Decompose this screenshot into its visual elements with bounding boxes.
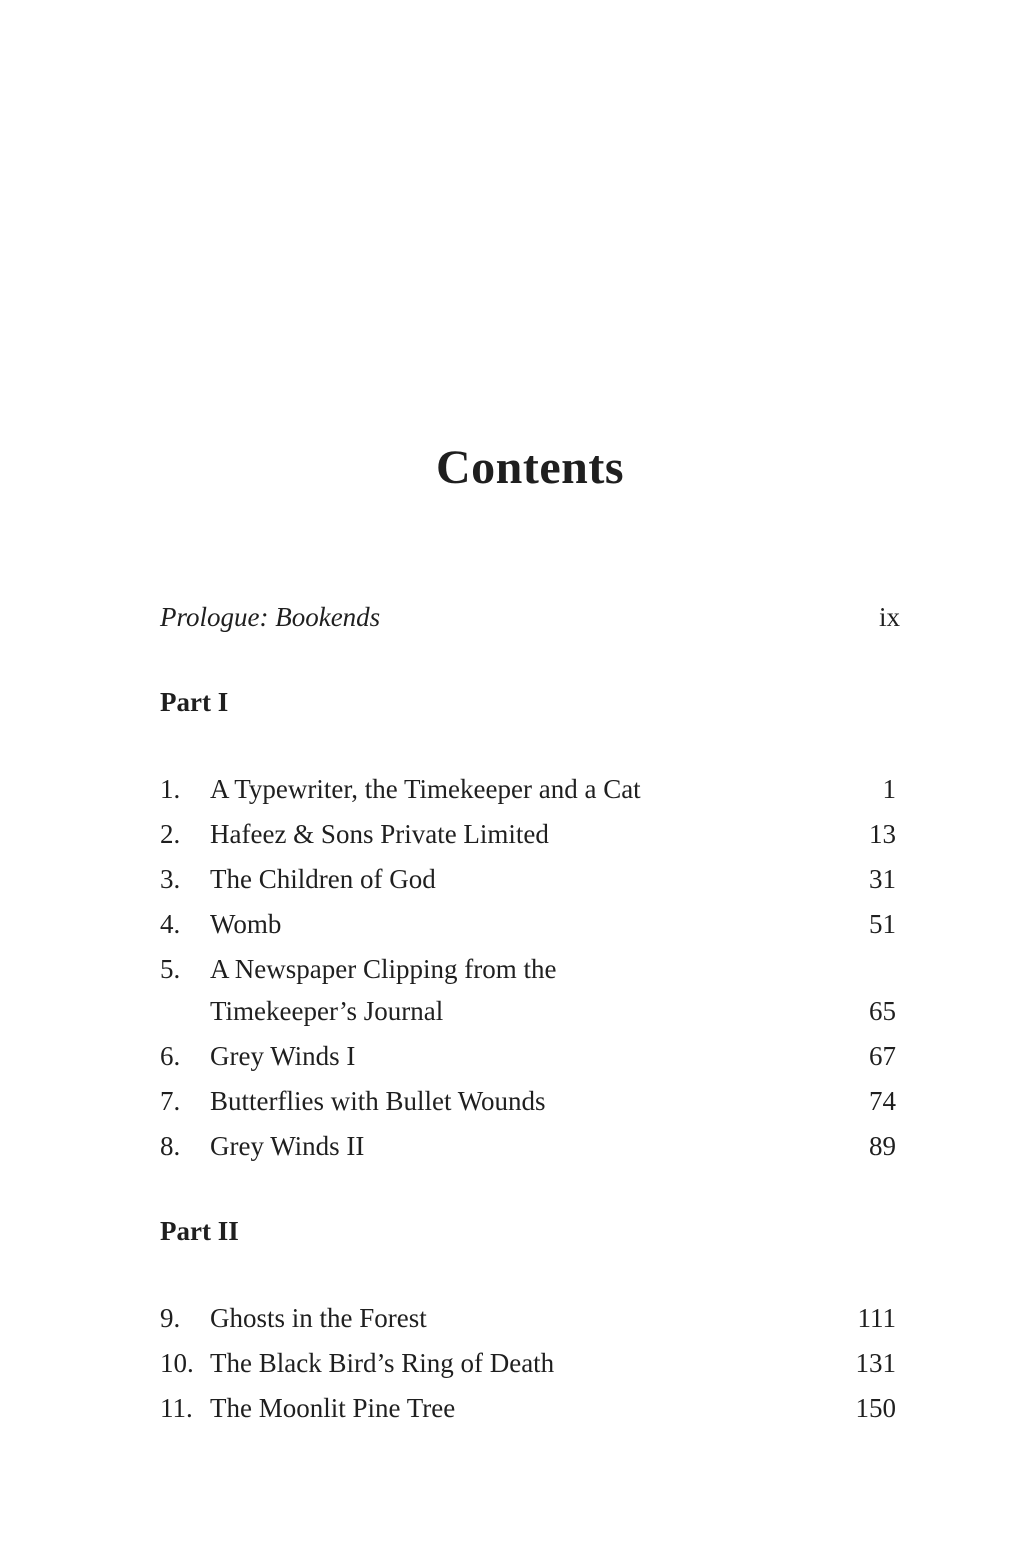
toc-entry-title: The Black Bird’s Ring of Death [210, 1348, 555, 1378]
toc-entry-title: Grey Winds I [210, 1041, 356, 1071]
toc-entry-page: 67 [869, 1041, 896, 1071]
toc-entry[interactable] [160, 1388, 896, 1428]
toc-entry-title: Hafeez & Sons Private Limited [210, 819, 549, 849]
page-title: Contents [435, 441, 624, 494]
toc-entry-number: 1. [160, 774, 181, 804]
toc-entry-title: The Moonlit Pine Tree [210, 1393, 456, 1423]
toc-entry-number: 11. [160, 1393, 193, 1423]
toc-entry-page: 74 [869, 1086, 896, 1116]
toc-entry-number: 2. [160, 819, 181, 849]
toc-entry-page: 150 [855, 1393, 896, 1423]
toc-entry[interactable] [160, 1298, 896, 1338]
toc-entry-number: 7. [160, 1086, 181, 1116]
toc-entry-title: A Newspaper Clipping from the [210, 954, 557, 984]
part-heading: Part II [160, 1216, 239, 1246]
toc-entry-page: 31 [869, 864, 896, 894]
toc-entry-page: 111 [857, 1303, 896, 1333]
toc-entry-page: 1 [882, 774, 896, 804]
toc-entry-page: ix [878, 602, 900, 632]
toc-entry-title: Womb [210, 909, 282, 939]
toc-entry-number: 6. [160, 1041, 181, 1071]
toc-entry-title: Butterflies with Bullet Wounds [210, 1086, 546, 1116]
toc-entry[interactable] [160, 904, 896, 944]
toc-entry[interactable] [160, 1036, 896, 1076]
toc-entry-title: A Typewriter, the Timekeeper and a Cat [210, 774, 641, 804]
toc-entry-title-continued: Timekeeper’s Journal [210, 996, 444, 1026]
toc-entry-page: 89 [869, 1131, 896, 1161]
toc-entry[interactable] [160, 1126, 896, 1166]
toc-entry-title: Ghosts in the Forest [210, 1303, 427, 1333]
toc-entry-title: Grey Winds II [210, 1131, 365, 1161]
toc-entry[interactable] [160, 859, 896, 899]
toc-entry[interactable] [160, 769, 896, 809]
toc-entry-title: Prologue: Bookends [160, 602, 381, 632]
toc-entry-page: 13 [869, 819, 896, 849]
toc-entry-page: 131 [855, 1348, 896, 1378]
part-heading: Part I [160, 687, 229, 717]
toc-entry[interactable] [160, 949, 896, 1033]
toc-entry-number: 4. [160, 909, 181, 939]
toc-entry-number: 10. [160, 1348, 194, 1378]
toc-entry-title: The Children of God [210, 864, 436, 894]
toc-entry[interactable] [160, 1081, 896, 1121]
toc-entry-number: 8. [160, 1131, 181, 1161]
toc-entry[interactable] [160, 814, 896, 854]
toc-entry-number: 3. [160, 864, 181, 894]
toc-entry-page: 51 [869, 909, 896, 939]
toc-entry-page: 65 [869, 996, 896, 1026]
toc-entry-number: 5. [160, 954, 181, 984]
toc-entry-number: 9. [160, 1303, 181, 1333]
toc-entry-prologue[interactable] [160, 597, 900, 637]
toc-entry[interactable] [160, 1343, 896, 1383]
